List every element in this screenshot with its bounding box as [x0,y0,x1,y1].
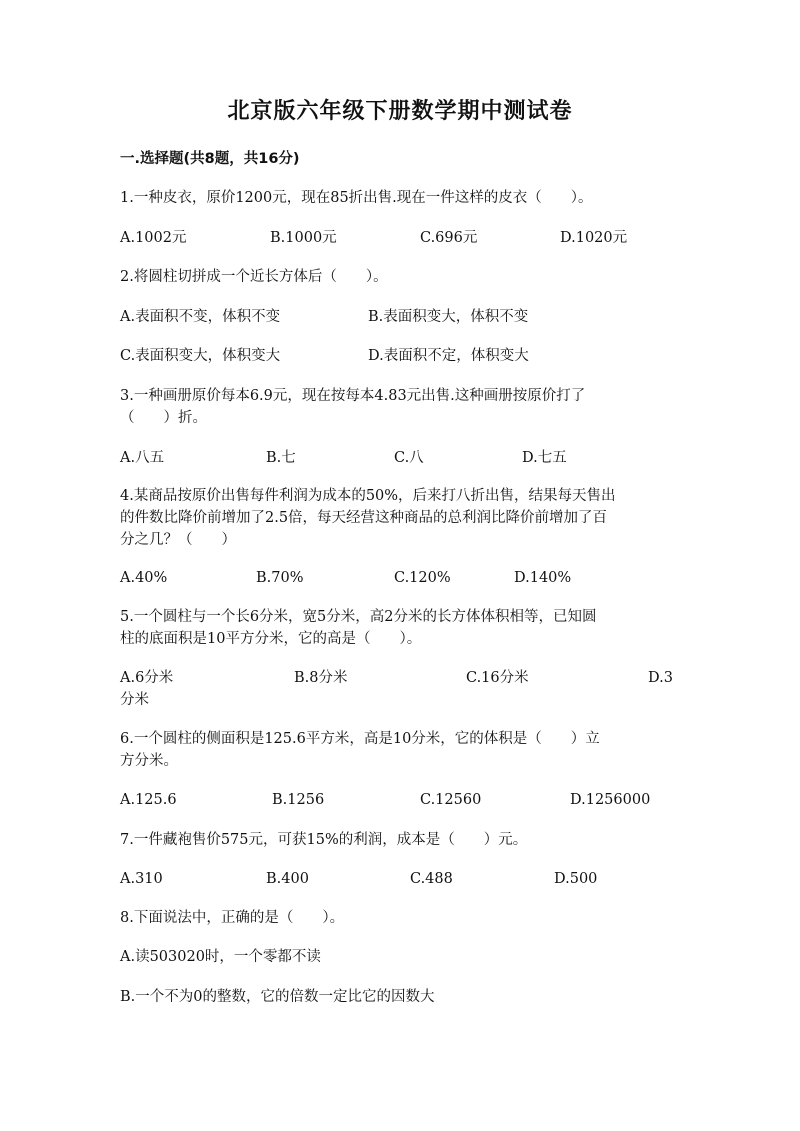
question-4-option-d[interactable]: D.140% [514,570,572,586]
question-6-option-b[interactable]: B.1256 [272,792,325,808]
question-4-option-c[interactable]: C.120% [394,570,451,586]
question-3-stem-line-2: （ ）折。 [120,410,207,426]
section-heading: 一.选择题(共8题，共16分) [120,151,300,167]
question-7-option-b[interactable]: B.400 [266,871,309,887]
question-8-stem: 8.下面说法中，正确的是（ ）。 [120,910,345,926]
page-title: 北京版六年级下册数学期中测试卷 [227,99,573,124]
question-5-option-c[interactable]: C.16分米 [466,670,529,686]
question-2-option-c[interactable]: C.表面积变大，体积变大 [120,348,281,364]
question-6-option-d[interactable]: D.1256000 [570,792,651,808]
question-1-option-d[interactable]: D.1020元 [560,230,628,246]
question-7-option-c[interactable]: C.488 [410,871,453,887]
question-5-option-d-continued: 分米 [120,692,149,708]
question-1-option-c[interactable]: C.696元 [420,230,478,246]
question-2-option-a[interactable]: A.表面积不变，体积不变 [120,309,281,325]
question-2-option-d[interactable]: D.表面积不定，体积变大 [368,348,529,364]
question-8-option-a[interactable]: A.读503020时，一个零都不读 [120,949,321,965]
question-5-stem-line-1: 5.一个圆柱与一个长6分米，宽5分米，高2分米的长方体体积相等，已知圆 [120,609,597,625]
question-1-option-a[interactable]: A.1002元 [120,230,187,246]
question-1-option-b[interactable]: B.1000元 [270,230,337,246]
question-2-stem: 2.将圆柱切拼成一个近长方体后（ ）。 [120,269,388,285]
question-7-option-d[interactable]: D.500 [554,871,598,887]
question-6-stem-line-1: 6.一个圆柱的侧面积是125.6平方米，高是10分米，它的体积是（ ）立 [120,731,600,747]
question-5-stem-line-2: 柱的底面积是10平方分米，它的高是（ ）。 [120,631,422,647]
question-7-stem: 7.一件藏袍售价575元，可获15%的利润，成本是（ ）元。 [120,832,528,848]
question-4-stem-line-1: 4.某商品按原价出售每件利润为成本的50%，后来打八折出售，结果每天售出 [120,488,616,504]
question-3-option-c[interactable]: C.八 [394,450,424,466]
question-6-option-c[interactable]: C.12560 [420,792,482,808]
question-4-stem-line-3: 分之几？（ ） [120,532,236,548]
question-6-option-a[interactable]: A.125.6 [120,792,177,808]
question-3-option-d[interactable]: D.七五 [522,450,567,466]
question-5-option-b[interactable]: B.8分米 [294,670,348,686]
question-1-stem: 1.一种皮衣，原价1200元，现在85折出售.现在一件这样的皮衣（ ）。 [120,190,593,206]
question-4-option-b[interactable]: B.70% [256,570,304,586]
question-3-option-a[interactable]: A.八五 [120,450,165,466]
question-5-option-d[interactable]: D.3 [648,670,673,686]
question-2-option-b[interactable]: B.表面积变大，体积不变 [368,309,529,325]
question-8-option-b[interactable]: B.一个不为0的整数，它的倍数一定比它的因数大 [120,989,435,1005]
question-5-option-a[interactable]: A.6分米 [120,670,174,686]
question-4-stem-line-2: 的件数比降价前增加了2.5倍，每天经营这种商品的总利润比降价前增加了百 [120,510,608,526]
question-6-stem-line-2: 方分米。 [120,753,178,769]
question-4-option-a[interactable]: A.40% [120,570,168,586]
question-7-option-a[interactable]: A.310 [120,871,163,887]
question-3-stem-line-1: 3.一种画册原价每本6.9元，现在按每本4.83元出售.这种画册按原价打了 [120,388,586,404]
question-3-option-b[interactable]: B.七 [266,450,296,466]
